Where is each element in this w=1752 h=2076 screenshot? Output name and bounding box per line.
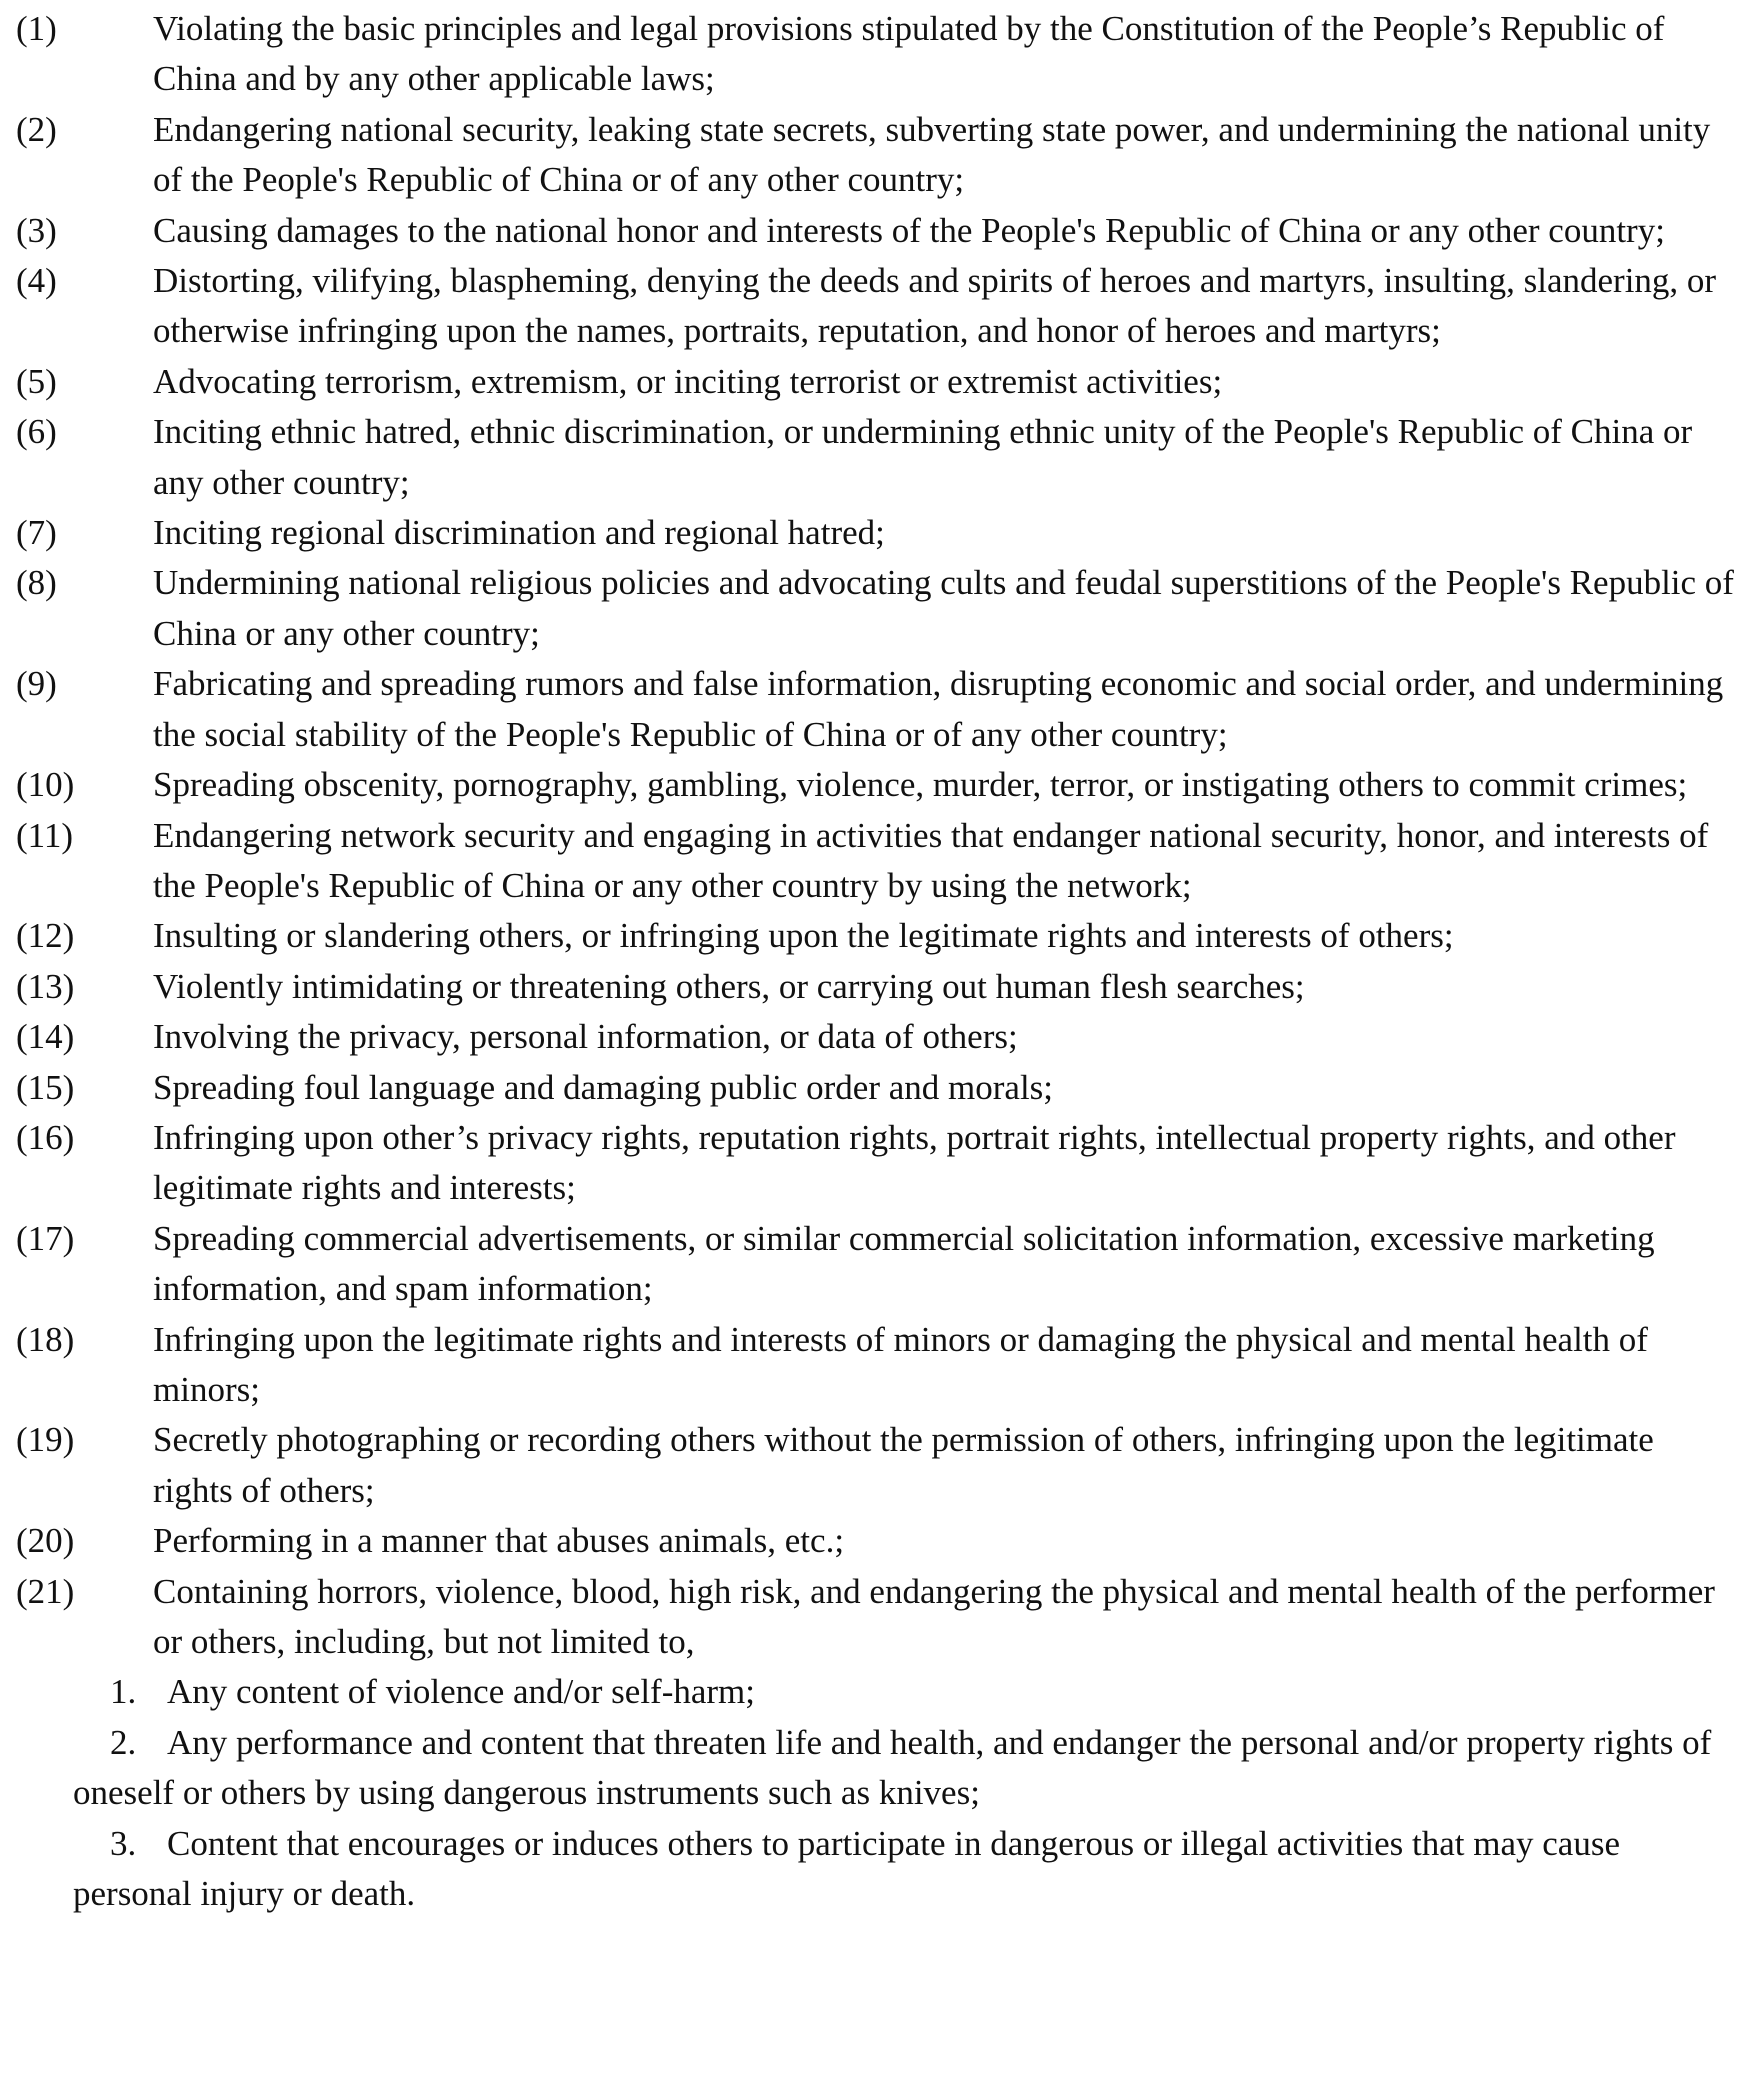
item-text: Violating the basic principles and legal provisions stipulated by the Constitution of the People’s Republic of China and by any other applicable laws;	[153, 9, 1665, 99]
list-item	[16, 811, 1738, 912]
list-item	[16, 1012, 1738, 1062]
item-text: Containing horrors, violence, blood, high risk, and endangering the physical and mental health of the performer or others, including, but not limited to,	[153, 1571, 1715, 1661]
list-item	[16, 1063, 1738, 1113]
list-item	[16, 256, 1738, 357]
item-text: Endangering national security, leaking state secrets, subverting state power, and undermining the national unity of the People's Republic of China or of any other country;	[153, 109, 1711, 200]
item-number: (16)	[16, 1117, 75, 1157]
list-item	[16, 659, 1738, 760]
item-number: (19)	[16, 1420, 75, 1460]
item-text: Inciting regional discrimination and regional hatred;	[153, 513, 885, 553]
sub-item-number: 2.	[110, 1722, 137, 1762]
sub-list-item	[16, 1819, 1738, 1920]
list-item	[16, 962, 1738, 1012]
item-number: (4)	[16, 261, 57, 301]
list-item	[16, 4, 1738, 105]
item-text: Involving the privacy, personal information, or data of others;	[153, 1017, 1018, 1057]
list-item	[16, 760, 1738, 810]
item-number: (2)	[16, 109, 57, 149]
item-number: (9)	[16, 664, 57, 704]
sub-item-number: 3.	[110, 1823, 137, 1863]
item-text: Insulting or slandering others, or infringing upon the legitimate rights and interests of others;	[153, 916, 1454, 956]
list-item	[16, 407, 1738, 508]
item-number: (5)	[16, 361, 57, 401]
list-item	[16, 1214, 1738, 1315]
item-number: (20)	[16, 1521, 75, 1561]
item-text: Secretly photographing or recording others without the permission of others, infringing upon the legitimate rights of others;	[153, 1420, 1654, 1510]
item-number: (14)	[16, 1017, 75, 1057]
item-number: (10)	[16, 765, 75, 805]
sub-item-number: 1.	[110, 1672, 137, 1712]
item-text: Inciting ethnic hatred, ethnic discrimination, or undermining ethnic unity of the People's Republic of China or any other country;	[153, 412, 1693, 502]
list-item	[16, 1415, 1738, 1516]
item-text: Performing in a manner that abuses animals, etc.;	[153, 1521, 845, 1561]
list-item	[16, 911, 1738, 961]
sub-item-text: Any performance and content that threaten life and health, and endanger the personal and/or property rights of oneself or others by using dangerous instruments such as knives;	[73, 1722, 1712, 1813]
sub-list-item	[16, 1718, 1738, 1819]
item-number: (8)	[16, 563, 57, 603]
list-item	[16, 1113, 1738, 1214]
item-text: Undermining national religious policies and advocating cults and feudal superstitions of the People's Republic of China or any other country;	[153, 563, 1734, 653]
item-number: (12)	[16, 916, 75, 956]
document-body	[16, 4, 1738, 1919]
item-number: (1)	[16, 9, 57, 48]
item-number: (7)	[16, 513, 57, 553]
item-text: Fabricating and spreading rumors and false information, disrupting economic and social order, and undermining the social stability of the People's Republic of China or of any other country;	[153, 664, 1724, 754]
item-text: Infringing upon other’s privacy rights, reputation rights, portrait rights, intellectual property rights, and other legitimate rights and interests;	[153, 1117, 1676, 1208]
item-text: Spreading foul language and damaging public order and morals;	[153, 1067, 1054, 1107]
sub-item-text: Any content of violence and/or self-harm;	[167, 1672, 755, 1712]
list-item	[16, 357, 1738, 407]
sub-list-item	[16, 1667, 1738, 1717]
list-item	[16, 1315, 1738, 1416]
list-item	[16, 105, 1738, 206]
item-text: Endangering network security and engaging in activities that endanger national security, honor, and interests of the People's Republic of China or any other country by using the network;	[153, 815, 1709, 905]
item-text: Causing damages to the national honor and interests of the People's Republic of China or any other country;	[153, 210, 1665, 250]
item-number: (21)	[16, 1571, 75, 1611]
list-item	[16, 558, 1738, 659]
item-number: (13)	[16, 966, 75, 1006]
list-item	[16, 206, 1738, 256]
item-number: (15)	[16, 1067, 75, 1107]
item-number: (17)	[16, 1218, 75, 1258]
item-text: Infringing upon the legitimate rights and interests of minors or damaging the physical and mental health of minors;	[153, 1319, 1648, 1409]
item-text: Distorting, vilifying, blaspheming, denying the deeds and spirits of heroes and martyrs, insulting, slandering, or otherwise infringing upon the names, portraits, reputation, and honor of heroes and martyrs;	[153, 261, 1717, 351]
item-number: (11)	[16, 815, 74, 855]
sub-item-text: Content that encourages or induces others to participate in dangerous or illegal activities that may cause personal injury or death.	[73, 1823, 1620, 1914]
list-item	[16, 1516, 1738, 1566]
item-number: (6)	[16, 412, 57, 452]
list-item	[16, 508, 1738, 558]
item-text: Spreading obscenity, pornography, gambling, violence, murder, terror, or instigating others to commit crimes;	[153, 765, 1688, 805]
item-text: Spreading commercial advertisements, or similar commercial solicitation information, excessive marketing information, and spam information;	[153, 1218, 1655, 1309]
item-text: Advocating terrorism, extremism, or inciting terrorist or extremist activities;	[153, 361, 1223, 401]
item-number: (18)	[16, 1319, 75, 1359]
item-text: Violently intimidating or threatening others, or carrying out human flesh searches;	[153, 966, 1305, 1006]
item-number: (3)	[16, 210, 57, 250]
list-item	[16, 1567, 1738, 1668]
